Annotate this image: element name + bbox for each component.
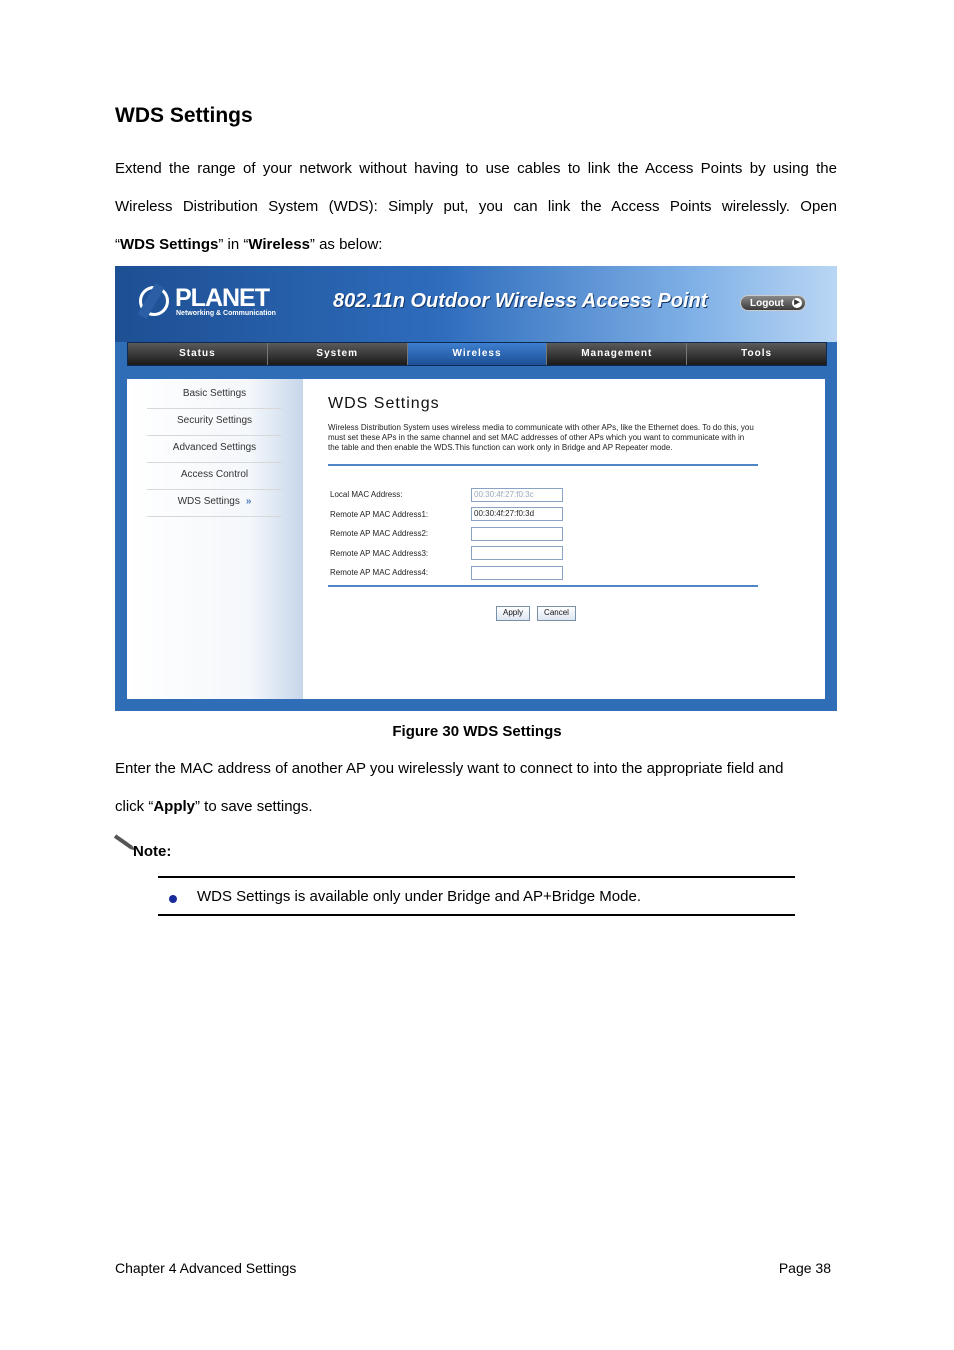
intro-line: Extend the range of your network without having to use cables to link the Access Points by using the bbox=[115, 160, 837, 177]
logout-button[interactable] bbox=[740, 295, 806, 311]
remote-mac-1-input[interactable]: 00:30:4f:27:f0:3d bbox=[471, 507, 563, 521]
divider bbox=[328, 464, 758, 466]
field-label: Remote AP MAC Address2: bbox=[330, 529, 429, 538]
logo-text: PLANET bbox=[175, 284, 269, 312]
apply-button[interactable]: Apply bbox=[496, 606, 530, 621]
intro-line: “WDS Settings” in “Wireless” as below: bbox=[115, 236, 383, 253]
sidebar-item-access-control[interactable] bbox=[147, 462, 282, 490]
double-chevron-right-icon: » bbox=[245, 496, 252, 507]
field-label: Remote AP MAC Address1: bbox=[330, 510, 429, 519]
local-mac-input[interactable]: 00:30:4f:27:f0:3c bbox=[471, 488, 563, 502]
tab-status[interactable]: Status bbox=[128, 343, 268, 365]
note-box bbox=[158, 876, 795, 916]
planet-logo-icon bbox=[139, 286, 169, 316]
instruction-paragraph bbox=[115, 750, 837, 826]
sidebar-item-wds-settings[interactable] bbox=[147, 489, 282, 517]
tab-system[interactable]: System bbox=[268, 343, 408, 365]
tab-wireless[interactable]: Wireless bbox=[408, 343, 548, 365]
page-title: WDS Settings bbox=[328, 395, 440, 412]
field-label: Remote AP MAC Address4: bbox=[330, 568, 429, 577]
content-panel bbox=[303, 379, 825, 699]
logo-subtext: Networking & Communication bbox=[176, 310, 276, 317]
remote-mac-4-input[interactable] bbox=[471, 566, 563, 580]
sidebar-item-basic-settings[interactable] bbox=[147, 381, 282, 409]
sidebar-item-advanced-settings[interactable] bbox=[147, 435, 282, 463]
field-label: Local MAC Address: bbox=[330, 490, 403, 499]
tab-management[interactable]: Management bbox=[547, 343, 687, 365]
intro-paragraph bbox=[115, 150, 837, 264]
note-label: Note: bbox=[133, 843, 172, 860]
section-heading: WDS Settings bbox=[115, 104, 253, 127]
bold-term: Wireless bbox=[248, 236, 310, 253]
sidebar-item-label: Advanced Settings bbox=[172, 442, 257, 453]
main-nav bbox=[127, 342, 827, 366]
sidebar-item-label: Security Settings bbox=[176, 415, 253, 426]
router-ui-screenshot bbox=[115, 266, 837, 711]
banner bbox=[115, 266, 837, 342]
instruction-line: click “Apply” to save settings. bbox=[115, 798, 313, 815]
divider bbox=[328, 585, 758, 587]
note-header bbox=[115, 832, 315, 860]
field-label: Remote AP MAC Address3: bbox=[330, 549, 429, 558]
bold-term: Apply bbox=[153, 798, 195, 815]
bullet-icon bbox=[169, 895, 177, 903]
footer-chapter: Chapter 4 Advanced Settings bbox=[115, 1260, 297, 1276]
pencil-icon bbox=[114, 834, 133, 849]
sidebar-item-label: Basic Settings bbox=[182, 388, 247, 399]
sidebar bbox=[127, 379, 303, 699]
bold-term: WDS Settings bbox=[120, 236, 219, 253]
note-text: WDS Settings is available only under Bridge and AP+Bridge Mode. bbox=[197, 888, 642, 905]
remote-mac-3-input[interactable] bbox=[471, 546, 563, 560]
logout-label: Logout bbox=[750, 298, 784, 309]
footer-page-number: Page 38 bbox=[778, 1260, 831, 1276]
tab-tools[interactable]: Tools bbox=[687, 343, 826, 365]
page-description: Wireless Distribution System uses wireless media to communicate with other APs, like the Ethernet does. To do this, you must set these APs in the same channel and set MAC addresses of other APs which you want to communicate with in the table and then enable the WDS.This function can work only in Bridge and AP Repeater mode. bbox=[328, 423, 754, 452]
intro-line: Wireless Distribution System (WDS): Simply put, you can link the Access Points wirelessly. Open bbox=[115, 198, 837, 215]
cancel-button[interactable]: Cancel bbox=[537, 606, 576, 621]
instruction-line: Enter the MAC address of another AP you wirelessly want to connect to into the appropriate field and bbox=[115, 760, 784, 777]
sidebar-item-label: Access Control bbox=[180, 469, 249, 480]
sidebar-item-security-settings[interactable] bbox=[147, 408, 282, 436]
product-title: 802.11n Outdoor Wireless Access Point bbox=[333, 290, 708, 312]
remote-mac-2-input[interactable] bbox=[471, 527, 563, 541]
play-arrow-icon: ▶ bbox=[792, 298, 802, 308]
figure-caption: Figure 30 WDS Settings bbox=[392, 723, 562, 740]
sidebar-item-label: WDS Settings bbox=[177, 496, 240, 507]
